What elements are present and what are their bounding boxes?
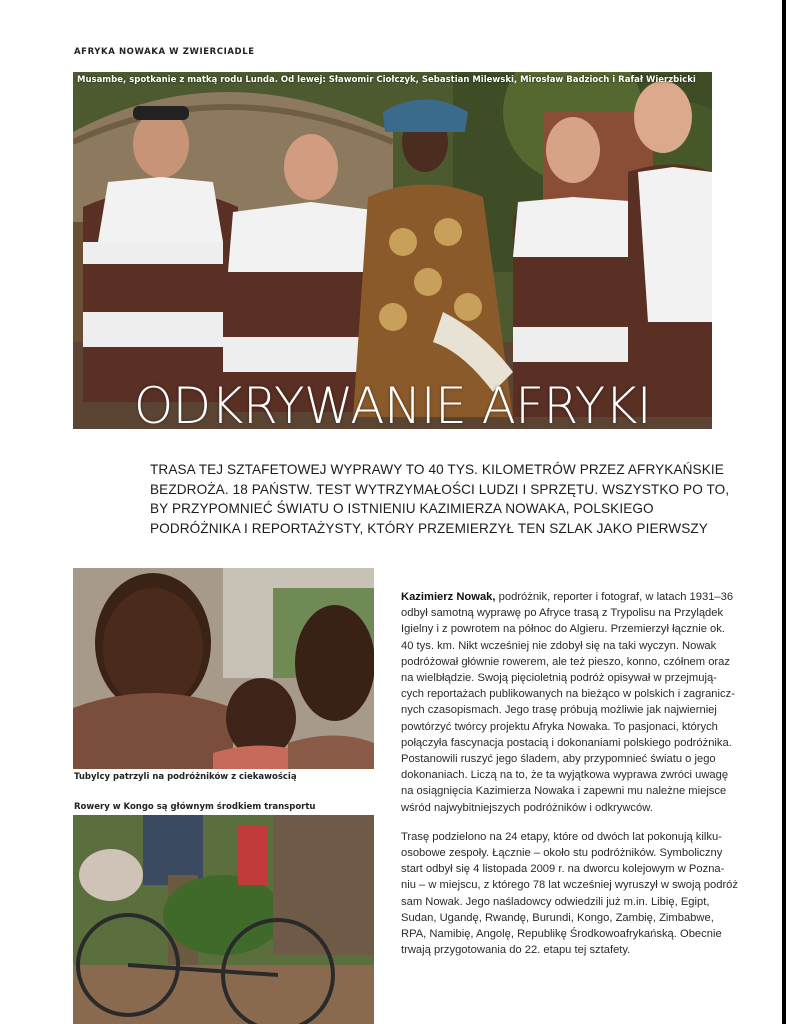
article-paragraph <box>401 589 735 816</box>
article-line: na wielbłądzie. Swoją pięcioletnią podróż opisywał w przejmują- <box>401 672 717 685</box>
article-line-rest: podróżnik, reporter i fotograf, w latach 1931–36 <box>495 591 734 603</box>
hero-photo <box>73 72 712 429</box>
article-line: cych reportażach publikowanych na bieżąco w polskich i zagranicz- <box>401 688 735 701</box>
article-lead-name: Kazimierz Nowak, <box>401 591 496 603</box>
article-line: Sudan, Ugandę, Rwandę, Burundi, Kongo, Zambię, Zimbabwe, <box>401 911 714 924</box>
bikes-photo-illustration <box>73 815 374 1024</box>
children-photo-illustration <box>73 568 374 769</box>
article-lead <box>150 460 730 538</box>
lead-line: TRASA TEJ SZTAFETOWEJ WYPRAWY TO 40 TYS. KILOMETRÓW PRZEZ AFRYKAŃSKIE <box>150 462 724 477</box>
article-line: 40 tys. km. Nikt wcześniej nie zdobył się na taki wyczyn. Nowak <box>401 639 717 652</box>
article-paragraph <box>401 829 739 959</box>
article-line: powtórzyć twórcy projektu Afryka Nowaka. To pasjonaci, których <box>401 720 718 733</box>
article-line: start odbył się 4 listopada 2009 r. na dworcu kolejowym w Pozna- <box>401 863 725 876</box>
article-line: Trasę podzielono na 24 etapy, które od dwóch lat pokonują kilku- <box>401 830 722 843</box>
article-line: dokonaniach. Liczą na to, że ta wyjątkowa wyprawa zwróci uwagę <box>401 769 729 782</box>
hero-caption: Musambe, spotkanie z matką rodu Lunda. Od lewej: Sławomir Ciołczyk, Sebastian Milewski, Mirosław Badzioch i Rafał Wierzbicki <box>77 75 696 85</box>
children-photo <box>73 568 374 769</box>
article-line: połączyła fascynacja postacią i dokonaniami polskiego podróżnika. <box>401 736 732 749</box>
bikes-photo <box>73 815 374 1024</box>
article-line: Postanowili ruszyć jego śladem, aby przypomnieć światu o jego <box>401 753 716 766</box>
article-line: RPA, Namibię, Angolę, Republikę Środkowoafrykańską. Obecnie <box>401 928 722 941</box>
article-title: ODKRYWANIE AFRYKI <box>133 377 652 429</box>
article-line: osobowe zespoły. Łącznie – około stu podróżników. Symboliczny <box>401 847 723 860</box>
children-photo-caption: Tubylcy patrzyli na podróżników z ciekawością <box>74 772 297 782</box>
article-line: trwają przygotowania do 22. etapu tej sztafety. <box>401 944 631 957</box>
article-line: niu – w miejscu, z którego 78 lat wcześniej wyruszył w swoją podróż <box>401 879 739 892</box>
article-line: Igielny i z powrotem na północ do Algieru. Przemierzył łącznie ok. <box>401 623 725 636</box>
lead-line: PODRÓŻNIKA I REPORTAŻYSTY, KTÓRY PRZEMIERZYŁ TEN SZLAK JAKO PIERWSZY <box>150 520 708 536</box>
article-line <box>401 589 734 605</box>
lead-line: BY PRZYPOMNIEĆ ŚWIATU O ISTNIENIU KAZIMIERZA NOWAKA, POLSKIEGO <box>150 501 654 516</box>
section-label: AFRYKA NOWAKA W ZWIERCIADLE <box>74 47 255 57</box>
article-line: odbył samotną wyprawę po Afryce trasą z Trypolisu na Przylądek <box>401 607 724 620</box>
bikes-photo-caption: Rowery w Kongo są głównym środkiem transportu <box>74 802 316 812</box>
lead-line: BEZDROŻA. 18 PAŃSTW. TEST WYTRZYMAŁOŚCI LUDZI I SPRZĘTU. WSZYSTKO PO TO, <box>150 481 730 497</box>
article-line: sam Nowak. Jego naśladowcy odwiedzili już m.in. Libię, Egipt, <box>401 895 710 908</box>
article-line: nych czasopismach. Jego trasę próbują możliwie jak najwierniej <box>401 704 717 717</box>
page-edge-rule <box>782 0 786 1024</box>
article-body <box>401 589 739 971</box>
article-line: wśród najwybitniejszych podróżników i odkrywców. <box>401 801 653 814</box>
article-line: podróżował głównie rowerem, ale też pieszo, konno, czółnem oraz <box>401 655 730 668</box>
article-line: na osiągnięcia Kazimierza Nowaka i zapewni mu należne miejsce <box>401 785 727 798</box>
hero-photo-illustration <box>73 72 712 429</box>
